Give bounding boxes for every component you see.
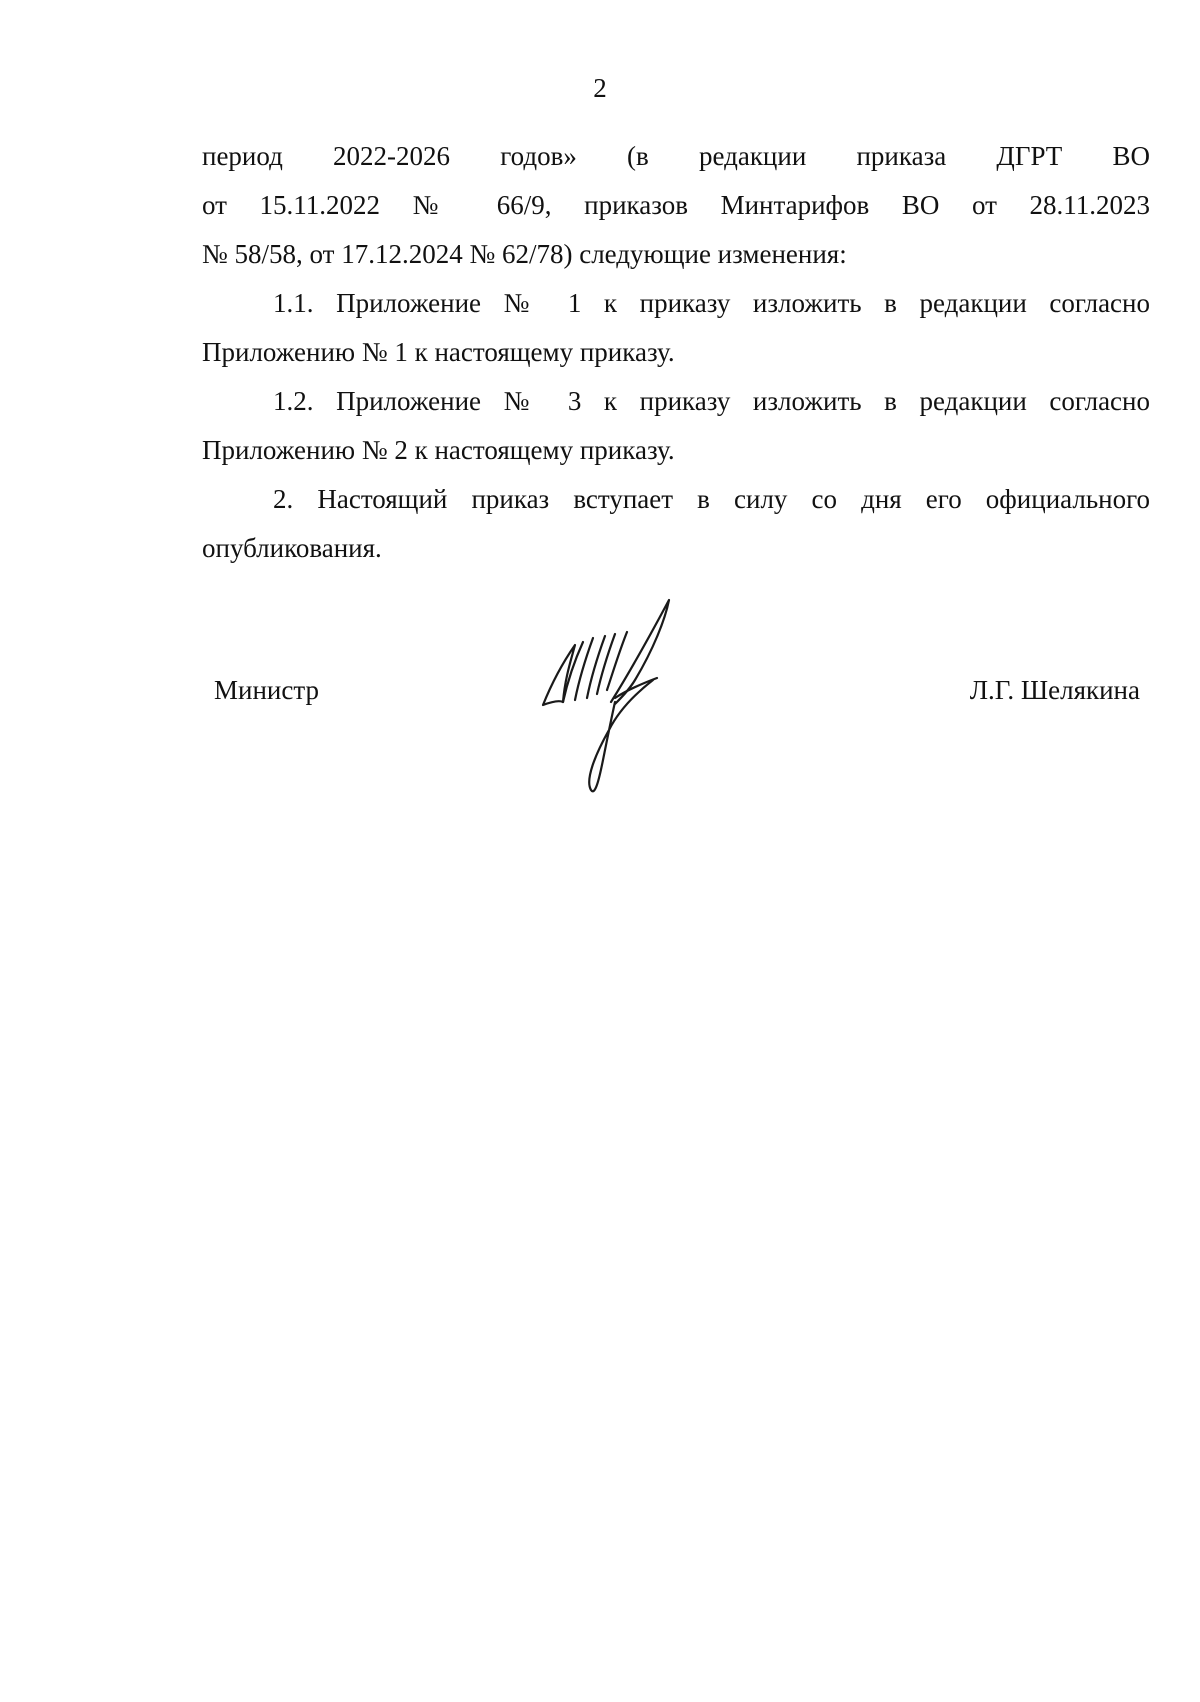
document-body (202, 132, 1150, 573)
paragraph-intro (202, 132, 1150, 279)
text-line: 1.1. Приложение № 1 к приказу изложить в редакции согласно (273, 288, 1150, 318)
page-number: 2 (593, 73, 607, 103)
text-line: опубликования. (202, 533, 382, 563)
text-line: 1.2. Приложение № 3 к приказу изложить в редакции согласно (273, 386, 1150, 416)
paragraph-item-2 (202, 475, 1150, 573)
text-line: период 2022-2026 годов» (в редакции приказа ДГРТ ВО (202, 141, 1150, 171)
text-line: Приложению № 2 к настоящему приказу. (202, 435, 675, 465)
text-line: Приложению № 1 к настоящему приказу. (202, 337, 675, 367)
text-line: № 58/58, от 17.12.2024 № 62/78) следующие изменения: (202, 239, 847, 269)
signer-position: Министр (214, 675, 319, 705)
signer-name: Л.Г. Шелякина (969, 675, 1140, 705)
handwritten-signature (535, 590, 695, 805)
paragraph-item-1-1 (202, 279, 1150, 377)
signature-block (0, 590, 1200, 820)
text-line: от 15.11.2022 № 66/9, приказов Минтарифов ВО от 28.11.2023 (202, 190, 1150, 220)
paragraph-item-1-2 (202, 377, 1150, 475)
text-line: 2. Настоящий приказ вступает в силу со дня его официального (273, 484, 1150, 514)
